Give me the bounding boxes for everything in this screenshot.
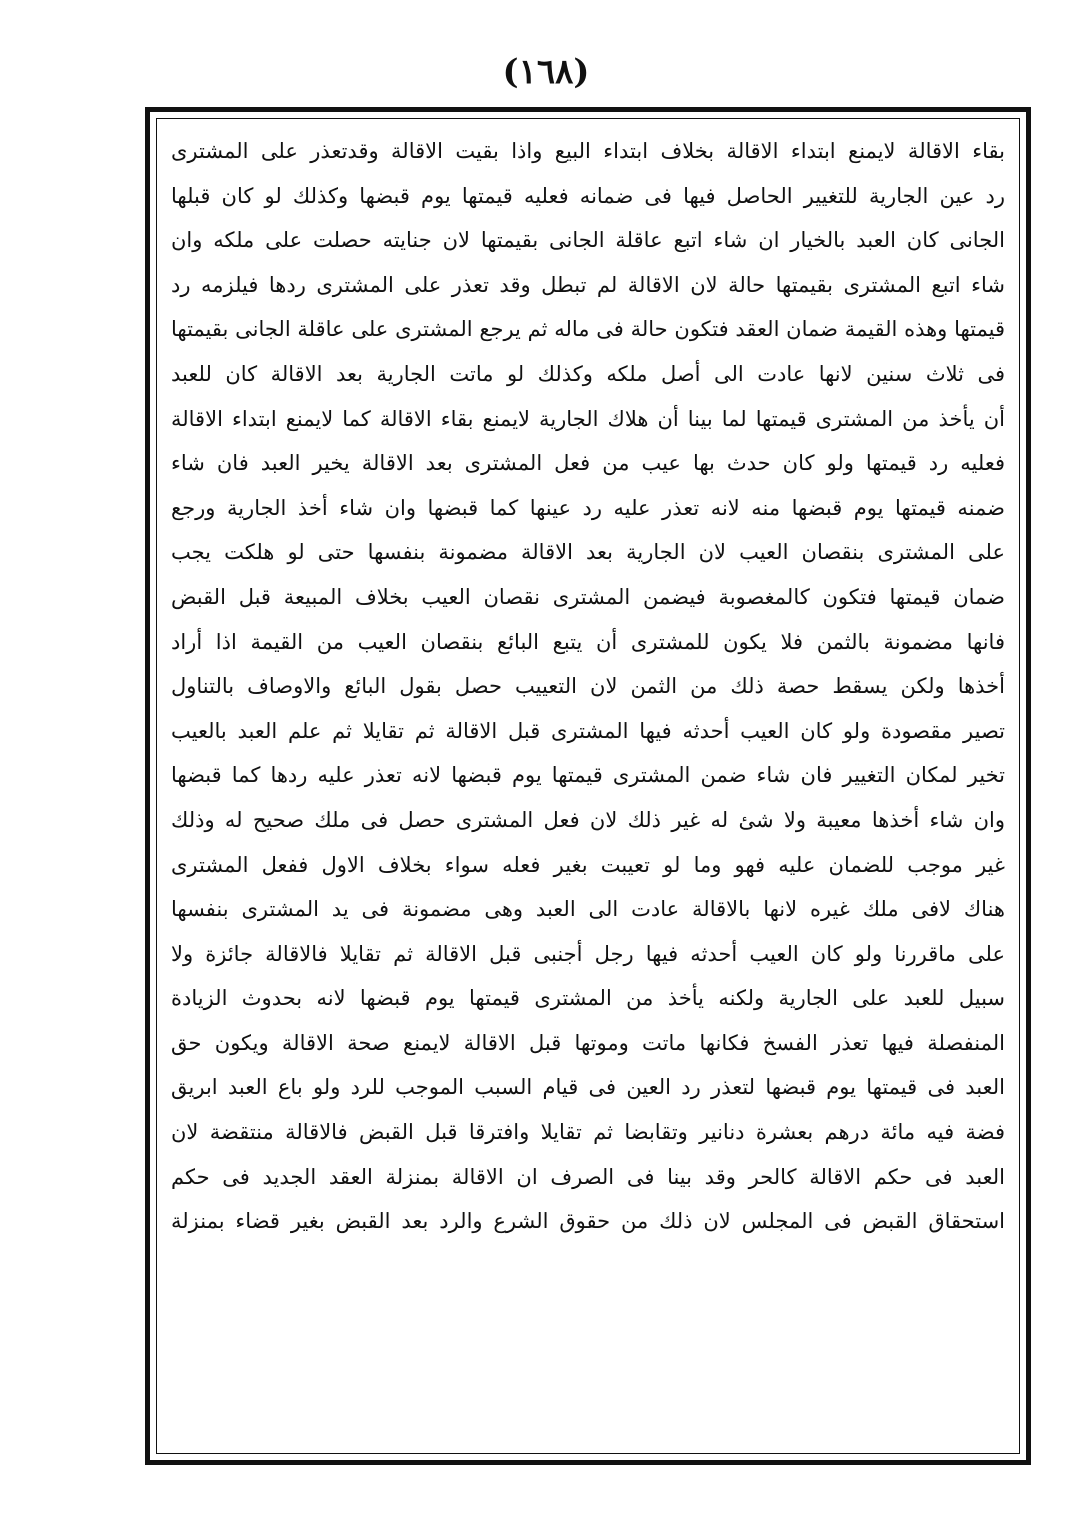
text-line: هناك لافى ملك غيره لانها بالاقالة عادت الى العبد وهى مضمونة فى يد المشترى بنفسها <box>171 897 1005 922</box>
text-line: تصير مقصودة ولو كان العيب أحدثه فيها المشترى قبل الاقالة ثم تقايلا ثم علم العبد بالعيب <box>171 718 1005 743</box>
text-line: غير موجب للضمان عليه فهو وما لو تعيبت بغير فعله سواء بخلاف الاول ففعل المشترى <box>171 852 1005 877</box>
text-line: رد عين الجارية للتغيير الحاصل فيها فى ضمانه فعليه قيمتها يوم قبضها وكذلك لو كان قبلها <box>171 183 1005 208</box>
body-text <box>171 129 1005 1244</box>
text-line: سبيل للعبد على الجارية ولكنه يأخذ من المشترى قيمتها يوم قبضها لانه بحدوث الزيادة <box>171 986 1005 1011</box>
text-line: ضمنه قيمتها يوم قبضها منه لانه تعذر عليه رد عينها كما قبضها وان شاء أخذ الجارية ورجع <box>171 495 1005 520</box>
text-line: تخير لمكان التغيير فان شاء ضمن المشترى قيمتها يوم قبضها لانه تعذر عليه ردها كما قبضها <box>171 763 1005 788</box>
text-line: الجانى كان العبد بالخيار ان شاء اتبع عاقلة الجانى بقيمتها لان جنايته حصلت على ملكه وان <box>171 228 1005 253</box>
text-line: أخذها ولكن يسقط حصة ذلك من الثمن لان التعييب حصل بقول البائع والاوصاف بالتناول <box>171 674 1005 699</box>
text-line: المنفصلة فيها تعذر الفسخ فكانها ماتت وموتها قبل الاقالة لايمنع صحة الاقالة ويكون حق <box>171 1030 1005 1055</box>
text-line: شاء اتبع المشترى بقيمتها حالة لان الاقالة لم تبطل وقد تعذر على المشترى ردها فيلزمه رد <box>171 272 1005 297</box>
text-line: وان شاء أخذها معيبة ولا شئ له غير ذلك لان فعل المشترى حصل فى ملك صحيح له وذلك <box>171 807 1005 832</box>
text-line: على المشترى بنقصان العيب لان الجارية بعد الاقالة مضمونة بنفسها حتى لو هلكت يجب <box>171 540 1005 565</box>
text-line: العبد فى حكم الاقالة كالحر وقد بينا فى الصرف ان الاقالة بمنزلة العقد الجديد فى حكم <box>171 1164 1005 1189</box>
text-line: فعليه رد قيمتها ولو كان حدث بها عيب من فعل المشترى بعد الاقالة يخير العبد فان شاء <box>171 451 1005 476</box>
text-line: ضمان قيمتها فتكون كالمغصوبة فيضمن المشترى نقصان العيب بخلاف المبيعة قبل القبض <box>171 584 1005 609</box>
text-frame <box>145 107 1031 1465</box>
text-line: بقاء الاقالة لايمنع ابتداء الاقالة بخلاف ابتداء البيع واذا بقيت الاقالة وقدتعذر على المشترى <box>171 139 1005 163</box>
text-frame-inner <box>156 118 1020 1454</box>
text-line: فضة فيه مائة درهم بعشرة دنانير وتقابضا ثم تقايلا وافترقا قبل القبض فالاقالة منتقضة لان <box>171 1120 1005 1145</box>
text-line: فى ثلاث سنين لانها عادت الى أصل ملكه وكذلك لو ماتت الجارية بعد الاقالة كان للعبد <box>171 361 1005 386</box>
text-line: على ماقررنا ولو كان العيب أحدثه فيها رجل أجنبى قبل الاقالة ثم تقايلا فالاقالة جائزة ولا <box>171 941 1005 966</box>
text-line: استحقاق القبض فى المجلس لان ذلك من حقوق الشرع والرد بعد القبض بغير قضاء بمنزلة <box>171 1209 1005 1234</box>
text-line: العبد فى قيمتها يوم قبضها لتعذر رد العين فى قيام السبب الموجب للرد ولو باع العبد ابريق <box>171 1075 1005 1100</box>
page-number: (١٦٨) <box>502 52 590 92</box>
text-line: أن يأخذ من المشترى قيمتها لما بينا أن هلاك الجارية لايمنع بقاء الاقالة كما لايمنع ابتداء الاقالة <box>171 406 1005 431</box>
text-line: فانها مضمونة بالثمن فلا يكون للمشترى أن يتبع البائع بنقصان العيب من القيمة اذا أراد <box>171 629 1005 654</box>
text-line: قيمتها وهذه القيمة ضمان العقد فتكون حالة فى ماله ثم يرجع المشترى على عاقلة الجانى بقيمتها <box>171 317 1005 342</box>
